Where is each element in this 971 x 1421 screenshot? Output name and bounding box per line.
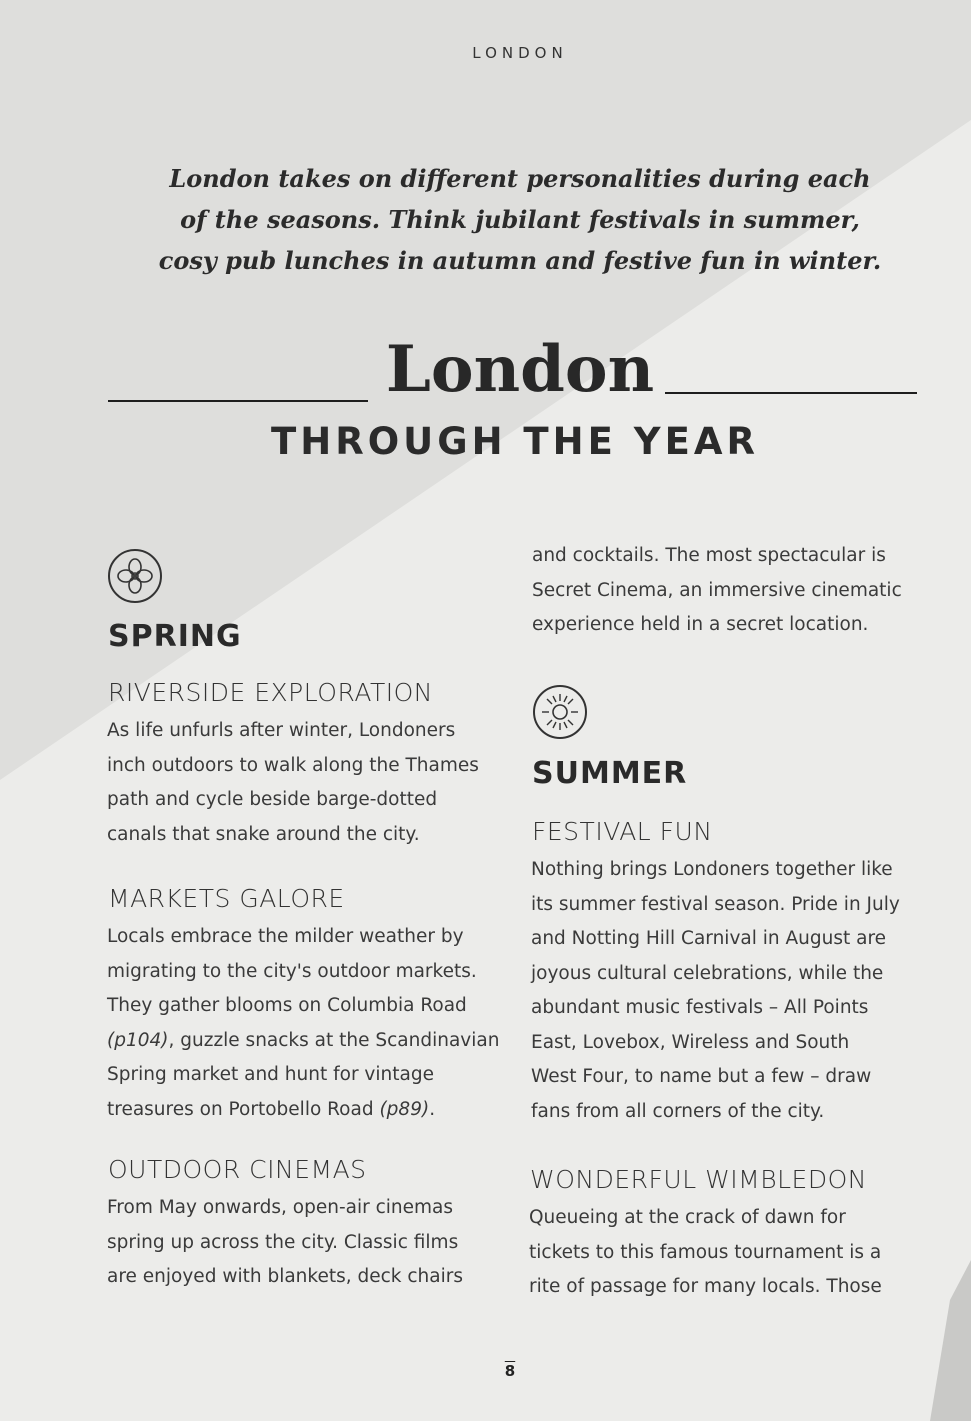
page-title: London (385, 332, 655, 407)
intro-line: cosy pub lunches in autumn and festive fun in winter. (158, 246, 882, 275)
body-line (107, 1024, 527, 1059)
section-body (107, 920, 527, 1127)
title-rule-right (665, 392, 917, 394)
body-line: Locals embrace the milder weather by (107, 926, 464, 947)
section-body (531, 853, 951, 1129)
body-line-text: , guzzle snacks at the Scandinavian (168, 1029, 500, 1051)
body-line: East, Lovebox, Wireless and South (531, 1031, 850, 1053)
spring-column (107, 548, 507, 608)
page-subtitle: THROUGH THE YEAR (271, 420, 759, 463)
summer-title: SUMMER (532, 756, 688, 791)
title-rule-left (108, 400, 368, 402)
section-heading: OUTDOOR CINEMAS (108, 1155, 367, 1184)
section-heading: MARKETS GALORE (108, 884, 345, 913)
section-body (107, 714, 527, 852)
body-line: and Notting Hill Carnival in August are (531, 928, 887, 949)
body-line: its summer festival season. Pride in July (531, 893, 900, 915)
continued-text (532, 539, 952, 643)
body-line (107, 1093, 527, 1128)
body-line: rite of passage for many locals. Those (529, 1276, 882, 1297)
intro-line: of the seasons. Think jubilant festivals in summer, (180, 205, 860, 234)
body-line: abundant music festivals – All Points (531, 997, 869, 1018)
body-line: spring up across the city. Classic films (107, 1231, 459, 1253)
body-line: Queueing at the crack of dawn for (529, 1207, 846, 1228)
body-line: migrating to the city's outdoor markets. (107, 960, 477, 982)
body-line: are enjoyed with blankets, deck chairs (107, 1266, 463, 1287)
body-line: canals that snake around the city. (107, 823, 420, 845)
intro-text (120, 158, 920, 281)
body-line: tickets to this famous tournament is a (529, 1241, 882, 1263)
body-line-text: . (429, 1098, 436, 1120)
section-heading: WONDERFUL WIMBLEDON (530, 1165, 867, 1194)
running-head: LONDON (472, 44, 568, 62)
body-line: Nothing brings Londoners together like (531, 859, 893, 880)
spring-title: SPRING (108, 619, 242, 654)
body-line: path and cycle beside barge-dotted (107, 789, 438, 810)
section-heading: FESTIVAL FUN (532, 817, 713, 846)
flower-icon (107, 548, 163, 604)
body-line: They gather blooms on Columbia Road (107, 995, 467, 1016)
page-reference: (p89) (379, 1098, 430, 1120)
section-heading: RIVERSIDE EXPLORATION (108, 678, 434, 707)
body-line: experience held in a secret location. (532, 614, 869, 635)
body-line: Secret Cinema, an immersive cinematic (532, 579, 902, 601)
body-line: West Four, to name but a few – draw (531, 1066, 872, 1087)
body-line: From May onwards, open-air cinemas (107, 1197, 453, 1218)
page-reference: (p104) (107, 1029, 169, 1051)
page-number: 8 (504, 1362, 516, 1380)
body-line: fans from all corners of the city. (531, 1100, 825, 1122)
body-line-text: treasures on Portobello Road (107, 1098, 380, 1120)
body-line: As life unfurls after winter, Londoners (107, 720, 456, 741)
section-body (107, 1191, 527, 1295)
sun-icon (532, 684, 588, 740)
body-line: Spring market and hunt for vintage (107, 1064, 434, 1085)
body-line: joyous cultural celebrations, while the (531, 962, 884, 984)
intro-line: London takes on different personalities during each (169, 164, 871, 193)
body-line: and cocktails. The most spectacular is (532, 545, 886, 566)
summer-icon-wrap (532, 684, 588, 744)
body-line: inch outdoors to walk along the Thames (107, 754, 479, 776)
section-body (529, 1201, 949, 1305)
